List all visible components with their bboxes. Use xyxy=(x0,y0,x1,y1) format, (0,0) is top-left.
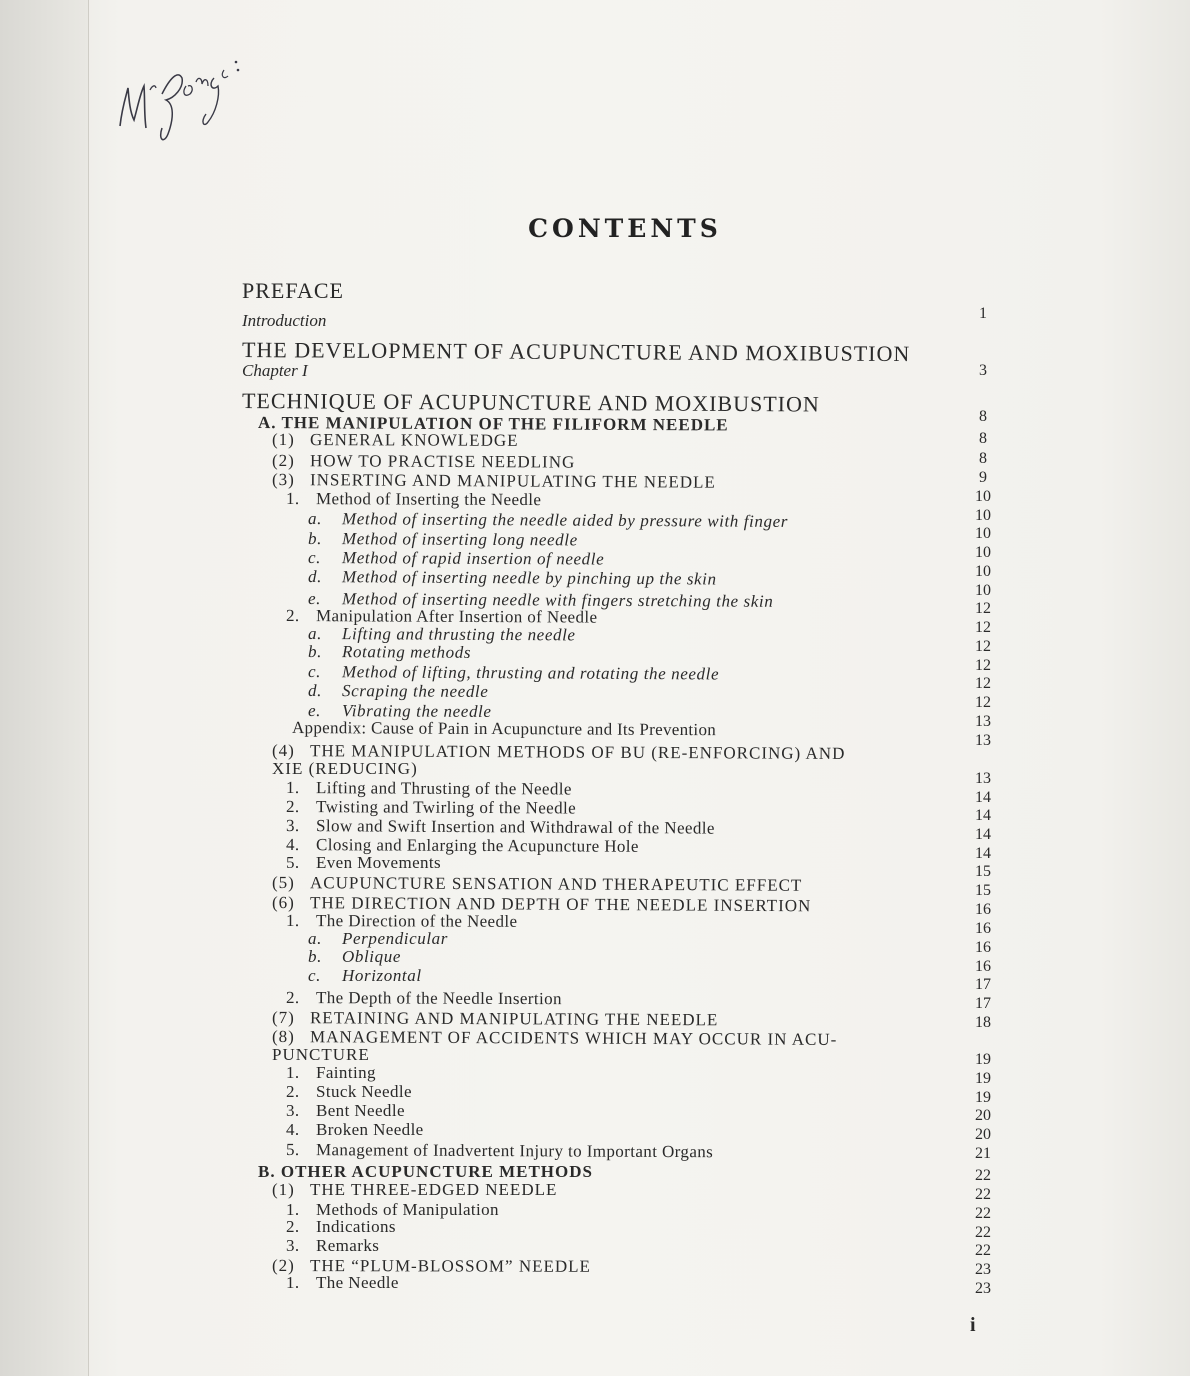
toc-entry xyxy=(308,567,717,589)
toc-entry-text: INSERTING AND MANIPULATING THE NEEDLE xyxy=(309,470,716,492)
toc-entry-number: 5. xyxy=(286,853,300,872)
handwritten-signature xyxy=(112,48,252,158)
toc-entry-number: b. xyxy=(307,529,323,549)
toc-entry-number: 1. xyxy=(286,1200,300,1219)
toc-entry xyxy=(286,1236,379,1256)
toc-entry-number: (5) xyxy=(271,873,295,893)
toc-entry-number: 2. xyxy=(286,1082,300,1101)
toc-entry-text: Chapter I xyxy=(242,361,308,380)
toc-entry-number: a. xyxy=(308,929,322,948)
toc-entry-text: The Depth of the Needle Insertion xyxy=(315,988,562,1009)
toc-entry-number: b. xyxy=(308,947,322,966)
page-number: 16 xyxy=(975,958,991,975)
page-number: 12 xyxy=(975,600,991,617)
toc-entry-text: HOW TO PRACTISE NEEDLING xyxy=(309,451,576,472)
toc-entry-text: Appendix: Cause of Pain in Acupuncture and Its Prevention xyxy=(291,718,717,740)
toc-entry xyxy=(292,718,716,740)
toc-entry-number: 4. xyxy=(285,835,300,855)
toc-entry-text: THE DIRECTION AND DEPTH OF THE NEEDLE INSERTION xyxy=(309,893,812,916)
page-number: 10 xyxy=(975,582,991,599)
page-number: 14 xyxy=(975,826,991,843)
toc-entry-number: 4. xyxy=(286,1120,300,1139)
toc-entry xyxy=(272,430,519,451)
page-number: 12 xyxy=(975,638,991,655)
toc-entry xyxy=(308,642,471,663)
toc-entry xyxy=(272,1045,370,1065)
toc-entry xyxy=(272,873,802,896)
toc-entry-text: Method of inserting long needle xyxy=(341,529,578,550)
page-number: 16 xyxy=(975,901,991,918)
page-number: 8 xyxy=(979,430,987,447)
toc-entry-text: Slow and Swift Insertion and Withdrawal of the Needle xyxy=(315,816,715,838)
toc-entry-text: THE MANIPULATION OF THE FILIFORM NEEDLE xyxy=(281,413,729,435)
page-number: 14 xyxy=(975,845,991,862)
toc-entry-number: 2. xyxy=(286,1217,300,1236)
toc-entry-number: d. xyxy=(307,567,323,587)
toc-entry xyxy=(242,361,308,381)
page-number: 1 xyxy=(979,305,987,322)
page-number: 8 xyxy=(979,450,987,467)
page-number: 13 xyxy=(975,713,991,730)
toc-entry xyxy=(242,311,326,331)
toc-entry-number: (3) xyxy=(271,470,295,490)
toc-entry xyxy=(286,1082,412,1102)
toc-entry-number: e. xyxy=(307,701,322,721)
toc-entry-text: Vibrating the needle xyxy=(341,701,492,721)
toc-entry-number: 1. xyxy=(285,778,300,798)
toc-entry xyxy=(286,1273,399,1293)
toc-entry-number: (1) xyxy=(271,430,295,450)
toc-entry-text: THE “PLUM-BLOSSOM” NEEDLE xyxy=(309,1256,591,1276)
toc-entry xyxy=(286,489,541,510)
toc-entry-text: THE MANIPULATION METHODS OF BU (RE-ENFORCING) AND xyxy=(309,741,846,764)
toc-entry-text: Broken Needle xyxy=(316,1120,424,1139)
toc-entry-text: OTHER ACUPUNCTURE METHODS xyxy=(280,1162,593,1181)
toc-entry xyxy=(308,529,578,550)
toc-entry xyxy=(286,988,562,1009)
toc-entry-text: TECHNIQUE OF ACUPUNCTURE AND MOXIBUSTION xyxy=(241,388,820,417)
toc-entry xyxy=(286,1140,713,1162)
page-number: 14 xyxy=(975,807,991,824)
page-number: 22 xyxy=(975,1242,991,1259)
page-number: 12 xyxy=(975,657,991,674)
toc-entry-number: (2) xyxy=(271,1256,295,1276)
toc-entry-number: (4) xyxy=(271,741,295,761)
toc-entry-text: Management of Inadvertent Injury to Important Organs xyxy=(315,1140,714,1162)
toc-entry xyxy=(308,947,401,967)
toc-entry-text: Fainting xyxy=(316,1063,376,1082)
toc-entry xyxy=(286,853,441,873)
page-number: 10 xyxy=(975,507,991,524)
page-number: 12 xyxy=(975,694,991,711)
toc-entry-text: Method of inserting the needle aided by pressure with finger xyxy=(341,509,789,531)
toc-entry-text: Twisting and Twirling of the Needle xyxy=(315,797,577,818)
toc-entry-text: RETAINING AND MANIPULATING THE NEEDLE xyxy=(309,1008,719,1030)
toc-entry xyxy=(308,681,489,702)
page-number: 12 xyxy=(975,619,991,636)
page-number: 17 xyxy=(975,995,991,1012)
toc-entry xyxy=(286,1101,405,1121)
page-number: 23 xyxy=(975,1280,991,1297)
toc-entry-number: d. xyxy=(307,681,323,701)
toc-entry-text: Indications xyxy=(316,1217,396,1236)
page-number: 23 xyxy=(975,1261,991,1278)
toc-entry-number: 3. xyxy=(286,1101,300,1120)
page-number: 19 xyxy=(975,1089,991,1106)
page-number: 3 xyxy=(979,362,987,379)
toc-entry-text: Manipulation After Insertion of Needle xyxy=(315,606,598,627)
toc-entry-text: Remarks xyxy=(316,1236,380,1255)
toc-entry-number: 1. xyxy=(286,1273,300,1292)
page-number: 12 xyxy=(975,675,991,692)
toc-entry-number: 3. xyxy=(285,816,300,836)
page-number: 17 xyxy=(975,976,991,993)
toc-entry-number: (2) xyxy=(271,451,295,471)
page-title: CONTENTS xyxy=(528,214,722,243)
page-number: 22 xyxy=(975,1224,991,1241)
page-number: 10 xyxy=(975,488,991,505)
toc-entry-number: (7) xyxy=(271,1008,295,1028)
toc-entry-text: Scraping the needle xyxy=(341,681,489,701)
page-number: 10 xyxy=(975,563,991,580)
toc-entry xyxy=(242,337,910,367)
page-number: 20 xyxy=(975,1107,991,1124)
toc-entry-text: PREFACE xyxy=(242,278,344,303)
toc-entry-number: A. xyxy=(257,413,277,433)
toc-entry-text: XIE (REDUCING) xyxy=(272,759,418,778)
toc-entry-number: 1. xyxy=(285,489,300,509)
toc-entry-text: The Direction of the Needle xyxy=(315,911,518,931)
toc-entry-text: MANAGEMENT OF ACCIDENTS WHICH MAY OCCUR IN ACU- xyxy=(309,1027,838,1049)
toc-entry-text: Lifting and thrusting the needle xyxy=(341,624,576,645)
toc-entry-number: 1. xyxy=(285,911,300,931)
toc-entry-text: Oblique xyxy=(342,947,401,966)
page-number: 13 xyxy=(975,770,991,787)
page-number: 19 xyxy=(975,1051,991,1068)
toc-entry-text: THE DEVELOPMENT OF ACUPUNCTURE AND MOXIBUSTION xyxy=(241,337,911,367)
toc-entry-text: ACUPUNCTURE SENSATION AND THERAPEUTIC EFFECT xyxy=(309,873,803,895)
toc-entry-number: 5. xyxy=(285,1140,300,1160)
page-number: 16 xyxy=(975,920,991,937)
toc-entry-text: Closing and Enlarging the Acupuncture Hole xyxy=(315,835,639,856)
page-number: 14 xyxy=(975,789,991,806)
toc-entry-number: 3. xyxy=(286,1236,300,1255)
page-number: 21 xyxy=(975,1145,991,1162)
toc-entry-text: Method of lifting, thrusting and rotating the needle xyxy=(341,662,720,684)
toc-entry-number: e. xyxy=(307,589,322,609)
toc-entry-number: c. xyxy=(307,662,322,682)
page-number: 15 xyxy=(975,882,991,899)
page-number: 16 xyxy=(975,939,991,956)
toc-entry-text: Methods of Manipulation xyxy=(316,1200,499,1219)
toc-entry-text: The Needle xyxy=(316,1273,399,1292)
toc-entry xyxy=(286,1217,396,1237)
page-number: 8 xyxy=(979,408,987,425)
toc-entry-text: Method of inserting needle by pinching up the skin xyxy=(341,567,717,589)
toc-entry-number: (8) xyxy=(271,1027,295,1047)
page-folio: i xyxy=(970,1314,976,1336)
toc-entry-text: Method of rapid insertion of needle xyxy=(341,548,605,569)
toc-entry xyxy=(286,1120,424,1140)
toc-entry xyxy=(272,1180,557,1200)
toc-entry-text: Method of Inserting the Needle xyxy=(315,489,542,510)
toc-entry-text: Introduction xyxy=(242,311,327,330)
toc-entry xyxy=(258,1162,593,1182)
page-number: 22 xyxy=(975,1205,991,1222)
toc-entry-number: a. xyxy=(307,509,323,529)
toc-entry-number: b. xyxy=(307,642,323,662)
toc-entry-text: THE THREE-EDGED NEEDLE xyxy=(310,1180,558,1199)
page-number: 20 xyxy=(975,1126,991,1143)
toc-entry-number: B. xyxy=(258,1162,276,1181)
toc-entry xyxy=(308,929,448,949)
toc-entry-number: a. xyxy=(307,624,323,644)
toc-entry-text: Horizontal xyxy=(342,966,422,985)
toc-entry xyxy=(308,966,422,986)
page-gutter xyxy=(0,0,89,1376)
toc-entry-number: c. xyxy=(308,966,321,985)
toc-entry xyxy=(286,1063,376,1083)
toc-entry-number: 2. xyxy=(285,606,300,626)
page-number: 18 xyxy=(975,1014,991,1031)
toc-entry-number: 2. xyxy=(285,797,300,817)
page-number: 19 xyxy=(975,1070,991,1087)
page-number: 22 xyxy=(975,1186,991,1203)
page-number: 10 xyxy=(975,544,991,561)
toc-entry-text: Perpendicular xyxy=(342,929,448,948)
page-number: 15 xyxy=(975,863,991,880)
toc-entry-text: GENERAL KNOWLEDGE xyxy=(309,430,519,450)
page-number: 22 xyxy=(975,1167,991,1184)
page-number: 10 xyxy=(975,525,991,542)
toc-entry-text: Stuck Needle xyxy=(316,1082,412,1101)
toc-entry-number: 2. xyxy=(285,988,300,1008)
toc-entry-number: c. xyxy=(307,548,322,568)
toc-entry-number: 1. xyxy=(286,1063,300,1082)
toc-entry-text: Lifting and Thrusting of the Needle xyxy=(315,778,572,799)
page-number: 13 xyxy=(975,732,991,749)
toc-entry-text: Method of inserting needle with fingers stretching the skin xyxy=(341,589,774,611)
toc-entry-number: (1) xyxy=(272,1180,295,1199)
toc-entry xyxy=(242,278,344,304)
toc-entry-text: Rotating methods xyxy=(341,642,472,662)
toc-entry-text: Bent Needle xyxy=(316,1101,405,1120)
toc-entry xyxy=(272,759,418,779)
toc-entry-text: PUNCTURE xyxy=(272,1045,370,1064)
toc-entry-number: (6) xyxy=(271,893,295,913)
page-number: 9 xyxy=(979,469,987,486)
toc-entry-text: Even Movements xyxy=(316,853,442,872)
